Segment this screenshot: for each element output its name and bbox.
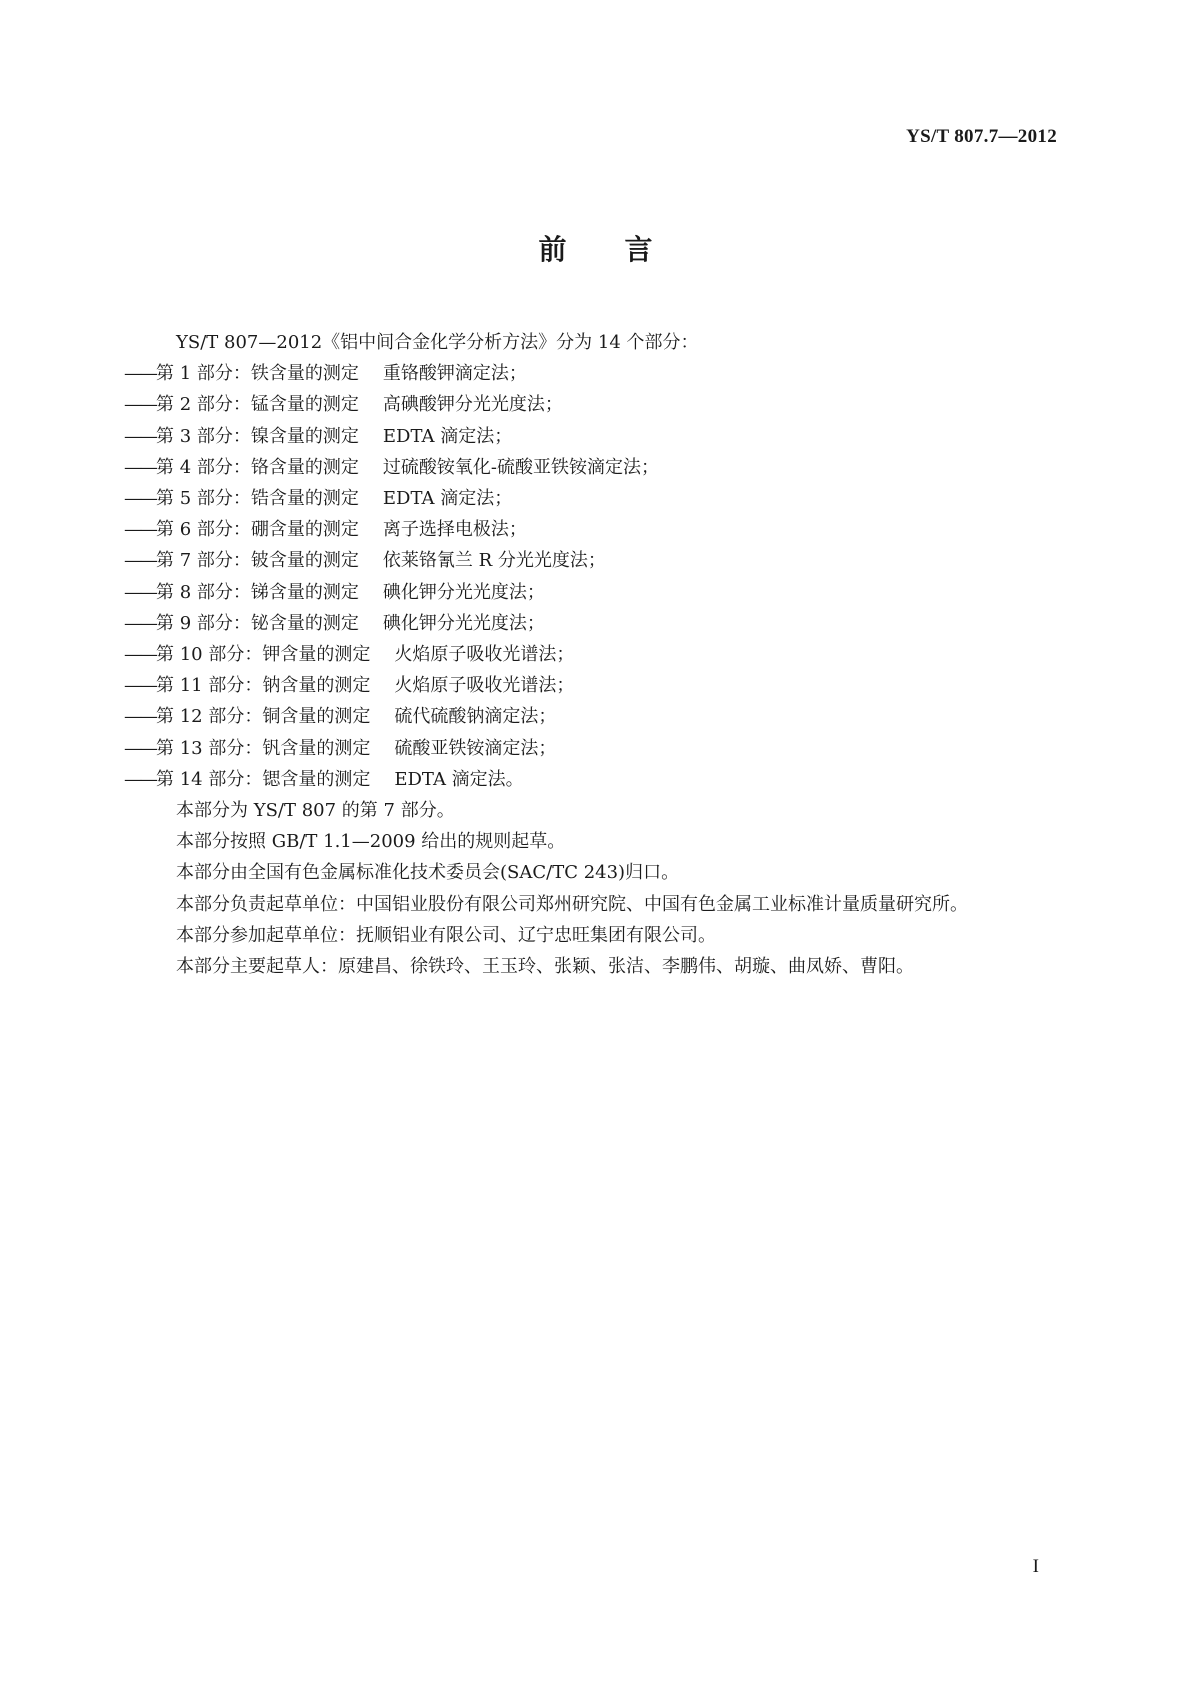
part-method: EDTA 滴定法；: [382, 488, 513, 510]
part-method: 碘化钾分光光度法；: [382, 581, 545, 603]
dash-mark: ——: [124, 737, 156, 759]
list-item: [124, 514, 1071, 545]
dash-mark: ——: [124, 675, 156, 697]
part-method: 硫酸亚铁铵滴定法；: [394, 737, 557, 759]
part-number-paragraph: 本部分为 YS/T 807 的第 7 部分。: [176, 800, 455, 822]
dash-mark: ——: [124, 519, 156, 541]
part-method: 火焰原子吸收光谱法；: [394, 675, 575, 697]
parts-list: [124, 358, 1071, 795]
list-item: [124, 452, 1071, 483]
document-code: YS/T 807.7—2012: [906, 126, 1057, 147]
part-method: 火焰原子吸收光谱法；: [394, 644, 575, 666]
page-title: 前言: [538, 233, 711, 266]
list-item: [124, 764, 1071, 795]
list-item: [124, 608, 1071, 639]
dash-mark: ——: [124, 425, 156, 447]
part-label: 第 8 部分：锑含量的测定: [156, 581, 359, 603]
dash-mark: ——: [124, 612, 156, 634]
part-method: 重铬酸钾滴定法；: [382, 363, 527, 385]
dash-mark: ——: [124, 456, 156, 478]
dash-mark: ——: [124, 488, 156, 510]
part-method: 离子选择电极法；: [382, 519, 527, 541]
dash-mark: ——: [124, 768, 156, 790]
dash-mark: ——: [124, 706, 156, 728]
main-drafters-paragraph: 本部分主要起草人：原建昌、徐铁玲、王玉玲、张颖、张洁、李鹏伟、胡璇、曲凤娇、曹阳。: [176, 956, 914, 978]
part-label: 第 6 部分：硼含量的测定: [156, 519, 359, 541]
part-label: 第 4 部分：铬含量的测定: [156, 456, 359, 478]
list-item: [124, 733, 1071, 764]
committee-paragraph: 本部分由全国有色金属标准化技术委员会(SAC/TC 243)归口。: [176, 862, 680, 884]
part-method: 碘化钾分光光度法；: [382, 612, 545, 634]
part-method: 依莱铬氰兰 R 分光光度法；: [382, 550, 606, 572]
part-label: 第 5 部分：锆含量的测定: [156, 488, 359, 510]
intro-paragraph: YS/T 807—2012《铝中间合金化学分析方法》分为 14 个部分：: [176, 332, 699, 353]
foreword-body: [124, 327, 1071, 982]
list-item: [124, 577, 1071, 608]
list-item: [124, 701, 1071, 732]
part-label: 第 11 部分：钠含量的测定: [156, 675, 371, 697]
part-label: 第 12 部分：铜含量的测定: [156, 706, 371, 728]
part-method: 过硫酸铵氧化-硫酸亚铁铵滴定法；: [382, 456, 659, 478]
list-item: [124, 670, 1071, 701]
part-label: 第 1 部分：铁含量的测定: [156, 363, 359, 385]
part-label: 第 13 部分：钒含量的测定: [156, 737, 371, 759]
page-number: I: [1032, 1556, 1039, 1577]
part-method: EDTA 滴定法；: [382, 425, 513, 447]
part-label: 第 10 部分：钾含量的测定: [156, 644, 371, 666]
part-label: 第 3 部分：镍含量的测定: [156, 425, 359, 447]
dash-mark: ——: [124, 581, 156, 603]
dash-mark: ——: [124, 394, 156, 416]
part-label: 第 2 部分：锰含量的测定: [156, 394, 359, 416]
list-item: [124, 421, 1071, 452]
list-item: [124, 483, 1071, 514]
participating-drafters-paragraph: 本部分参加起草单位：抚顺铝业有限公司、辽宁忠旺集团有限公司。: [176, 924, 716, 946]
part-method: 高碘酸钾分光光度法；: [382, 394, 563, 416]
list-item: [124, 389, 1071, 420]
part-label: 第 9 部分：铋含量的测定: [156, 612, 359, 634]
list-item: [124, 639, 1071, 670]
dash-mark: ——: [124, 644, 156, 666]
drafting-rules-paragraph: 本部分按照 GB/T 1.1—2009 给出的规则起草。: [176, 831, 566, 853]
part-method: EDTA 滴定法。: [394, 768, 524, 790]
part-label: 第 7 部分：铍含量的测定: [156, 550, 359, 572]
list-item: [124, 545, 1071, 576]
list-item: [124, 358, 1071, 389]
dash-mark: ——: [124, 550, 156, 572]
part-method: 硫代硫酸钠滴定法；: [394, 706, 557, 728]
dash-mark: ——: [124, 363, 156, 385]
responsible-drafters-paragraph: 本部分负责起草单位：中国铝业股份有限公司郑州研究院、中国有色金属工业标准计量质量研究所。: [176, 893, 968, 915]
part-label: 第 14 部分：锶含量的测定: [156, 768, 371, 790]
